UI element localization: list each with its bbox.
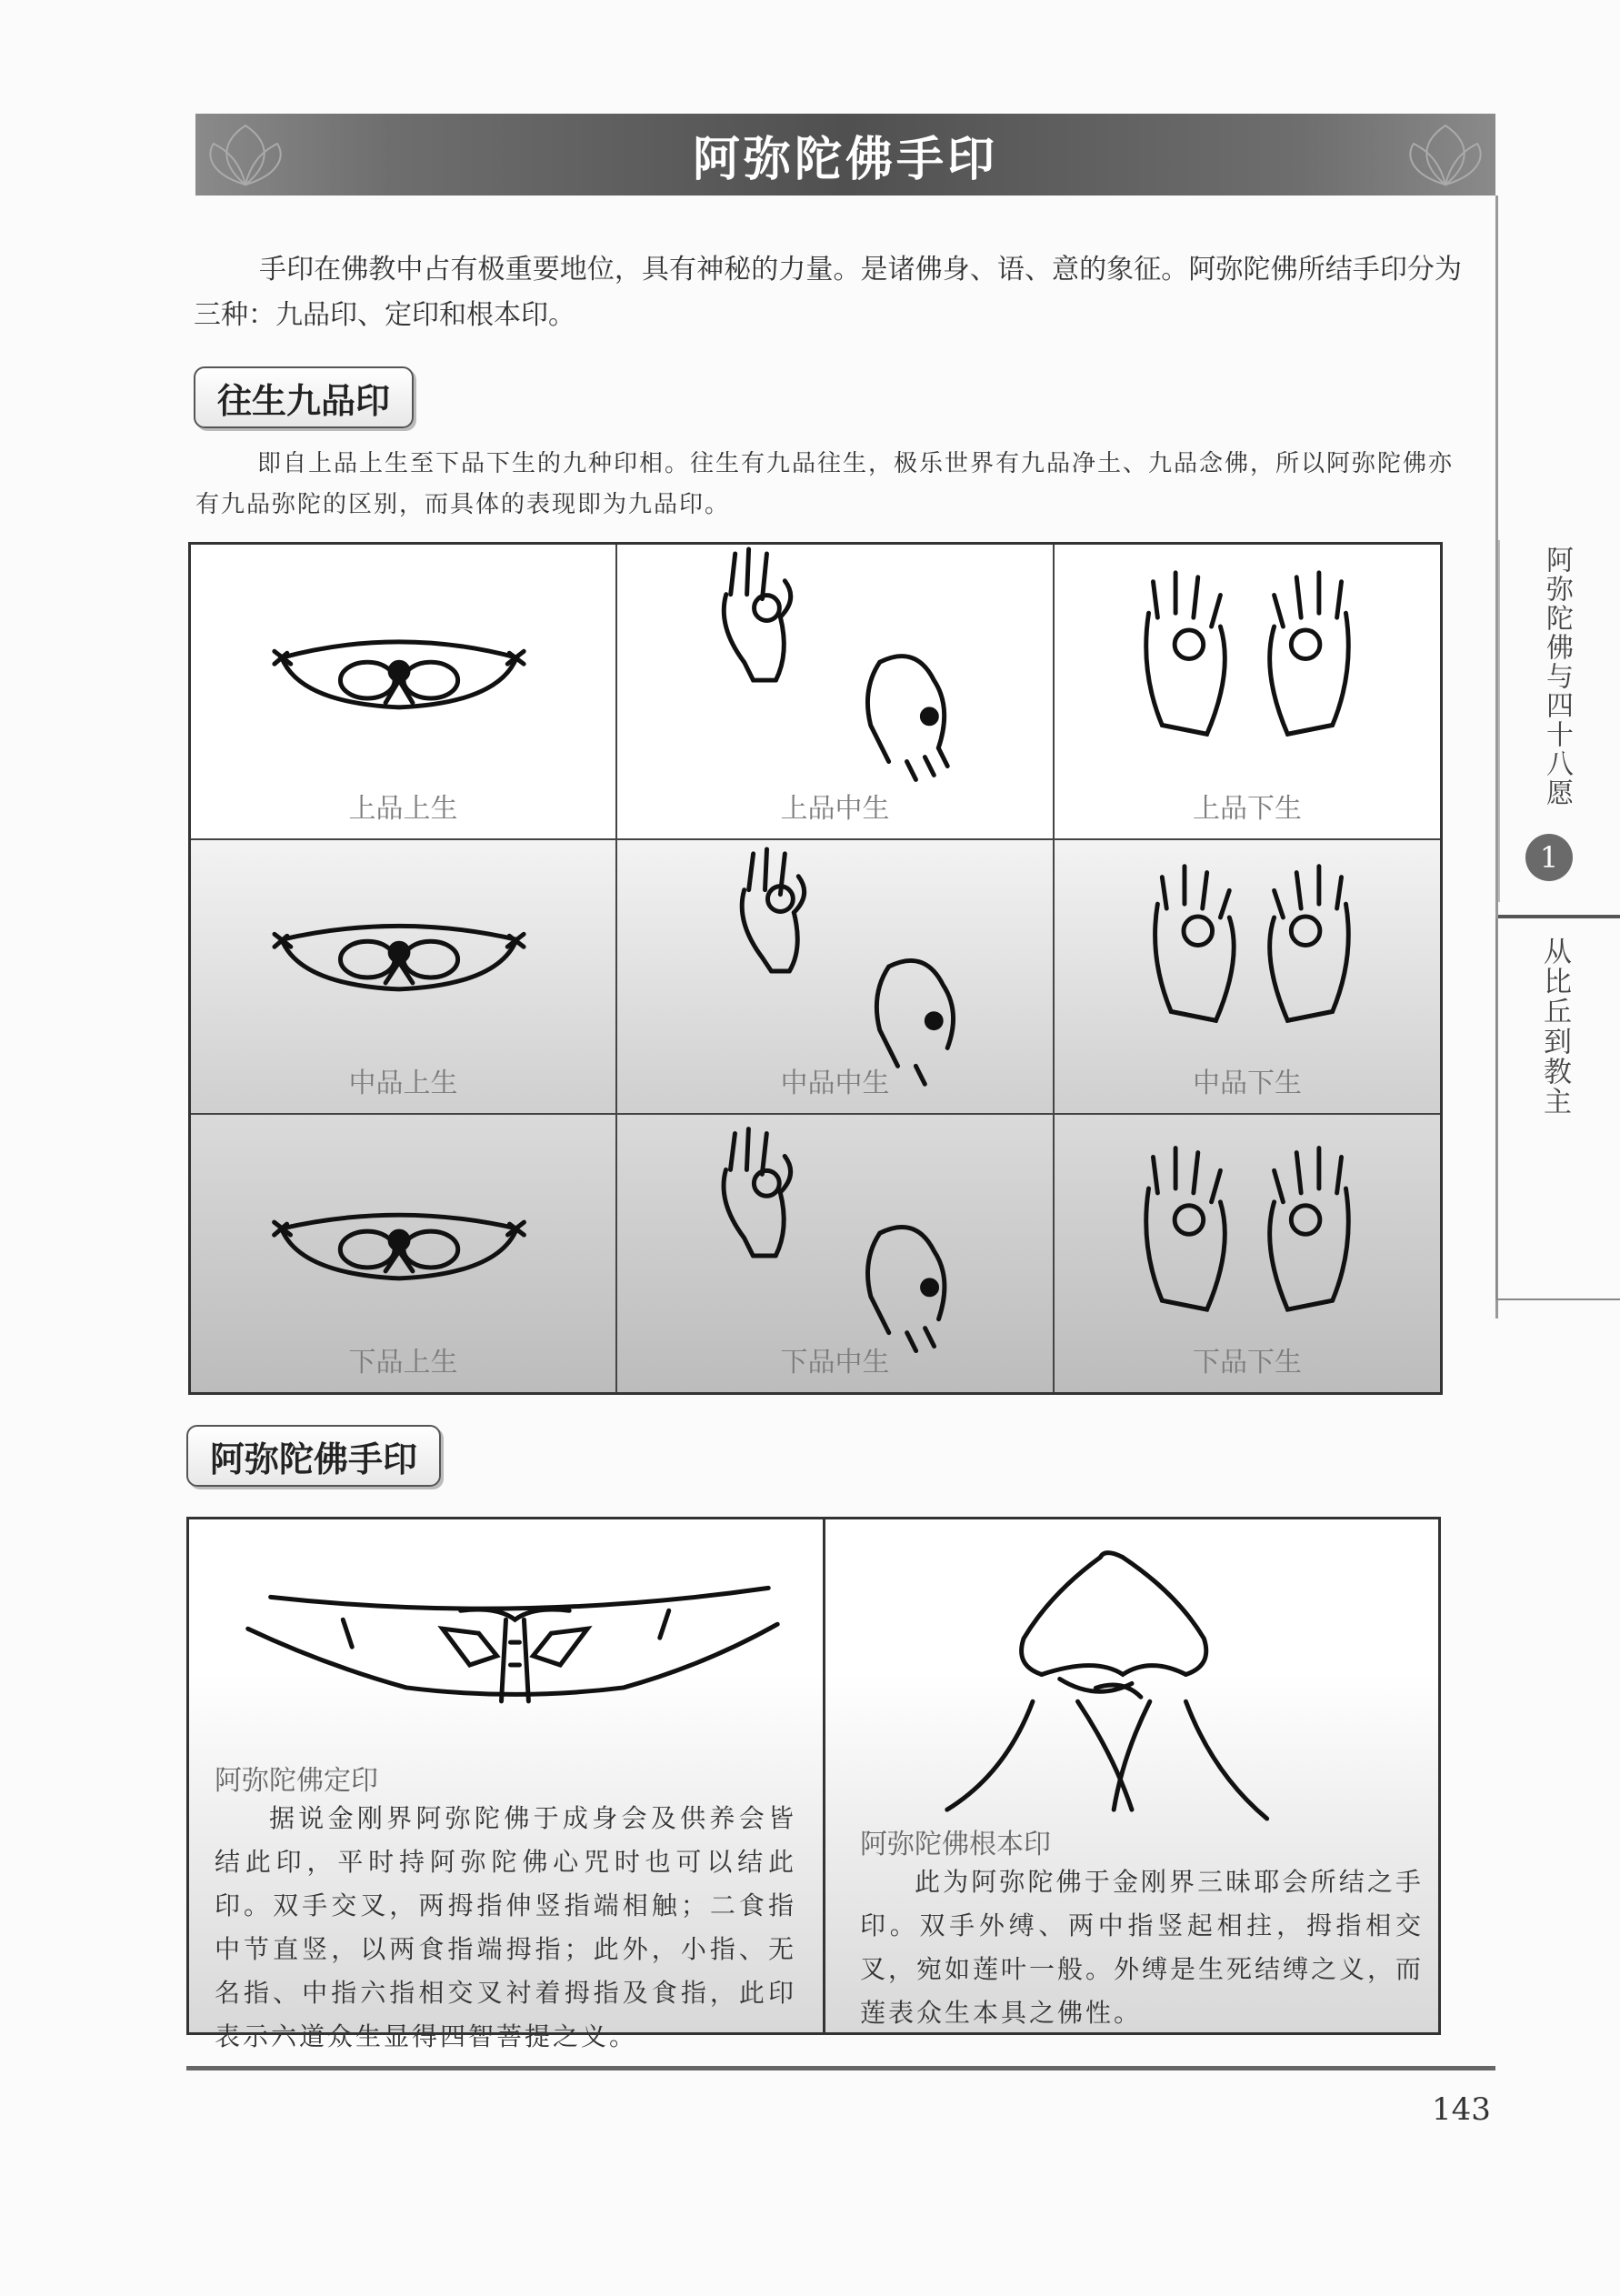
section-heading-amitabha-mudras: 阿弥陀佛手印 [186, 1425, 441, 1487]
mudra-caption-body: 此为阿弥陀佛于金刚界三昧耶会所结之手印。双手外缚、两中指竖起相拄，拇指相交叉，宛如莲叶一般。外缚是生死结缚之义，而莲表众生本具之佛性。 [860, 1867, 1425, 2028]
lotus-left-icon [205, 121, 286, 188]
mudra-label: 下品上生 [348, 1347, 458, 1379]
mudra-label: 中品下生 [1193, 1068, 1302, 1099]
mudra-label: 上品中生 [780, 793, 890, 825]
mudra-cell [617, 840, 1055, 1115]
mudra-label: 中品中生 [780, 1068, 890, 1099]
chapter-subtitle: 从比丘到教主 [1538, 937, 1571, 1117]
mudra-cell [1055, 545, 1440, 840]
title-banner [195, 114, 1495, 196]
mudra-label: 下品下生 [1193, 1347, 1302, 1379]
side-line [1495, 918, 1497, 1300]
chapter-title: 阿弥陀佛与四十八愿 [1541, 546, 1573, 807]
two-mudra-grid [186, 1517, 1441, 2051]
mudra-cell [191, 1115, 617, 1392]
mudra-cell [617, 545, 1055, 840]
footer-rule [186, 2066, 1495, 2070]
mudra-cell [617, 1115, 1055, 1392]
page-number: 143 [1432, 2091, 1491, 2128]
page-title: 阿弥陀佛手印 [692, 132, 998, 187]
mudra-cell [1055, 840, 1440, 1115]
mudra-cell [191, 545, 617, 840]
mudra-cell [1055, 1115, 1440, 1392]
lotus-right-icon [1405, 121, 1486, 188]
mudra-caption-body: 据说金刚界阿弥陀佛于成身会及供养会皆结此印，平时持阿弥陀佛心咒时也可以结此印。双手交叉，两拇指伸竖指端相触；二食指中节直竖，以两食指端拇指；此外，小指、无名指、中指六指相交叉衬着拇指及食指，此印表示六道众生显得四智菩提之义。 [215, 1803, 796, 2051]
mudra-caption-title: 阿弥陀佛定印 [215, 1765, 378, 1797]
section1-description: 即自上品上生至下品下生的九种印相。往生有九品往生，极乐世界有九品净土、九品念佛，所以阿弥陀佛亦有九品弥陀的区别，而具体的表现即为九品印。 [195, 450, 1455, 518]
mudra-panel-meditation [189, 1519, 825, 2051]
section-heading-nine-grades: 往生九品印 [194, 366, 414, 428]
mudra-panel-root [825, 1519, 1438, 2032]
mudra-label: 中品上生 [348, 1068, 458, 1099]
mudra-cell [191, 840, 617, 1115]
mudra-label: 上品上生 [348, 793, 458, 825]
nine-mudra-grid [188, 542, 1443, 1395]
side-bottom-line [1495, 1298, 1620, 1300]
mudra-label: 下品中生 [780, 1347, 890, 1379]
side-divider [1498, 915, 1620, 918]
mudra-label: 上品下生 [1193, 793, 1302, 825]
intro-paragraph: 手印在佛教中占有极重要地位，具有神秘的力量。是诸佛身、语、意的象征。阿弥陀佛所结手印分为三种：九品印、定印和根本印。 [194, 254, 1462, 331]
mudra-caption-title: 阿弥陀佛根本印 [860, 1829, 1051, 1860]
chapter-number-badge: 1 [1525, 834, 1573, 881]
